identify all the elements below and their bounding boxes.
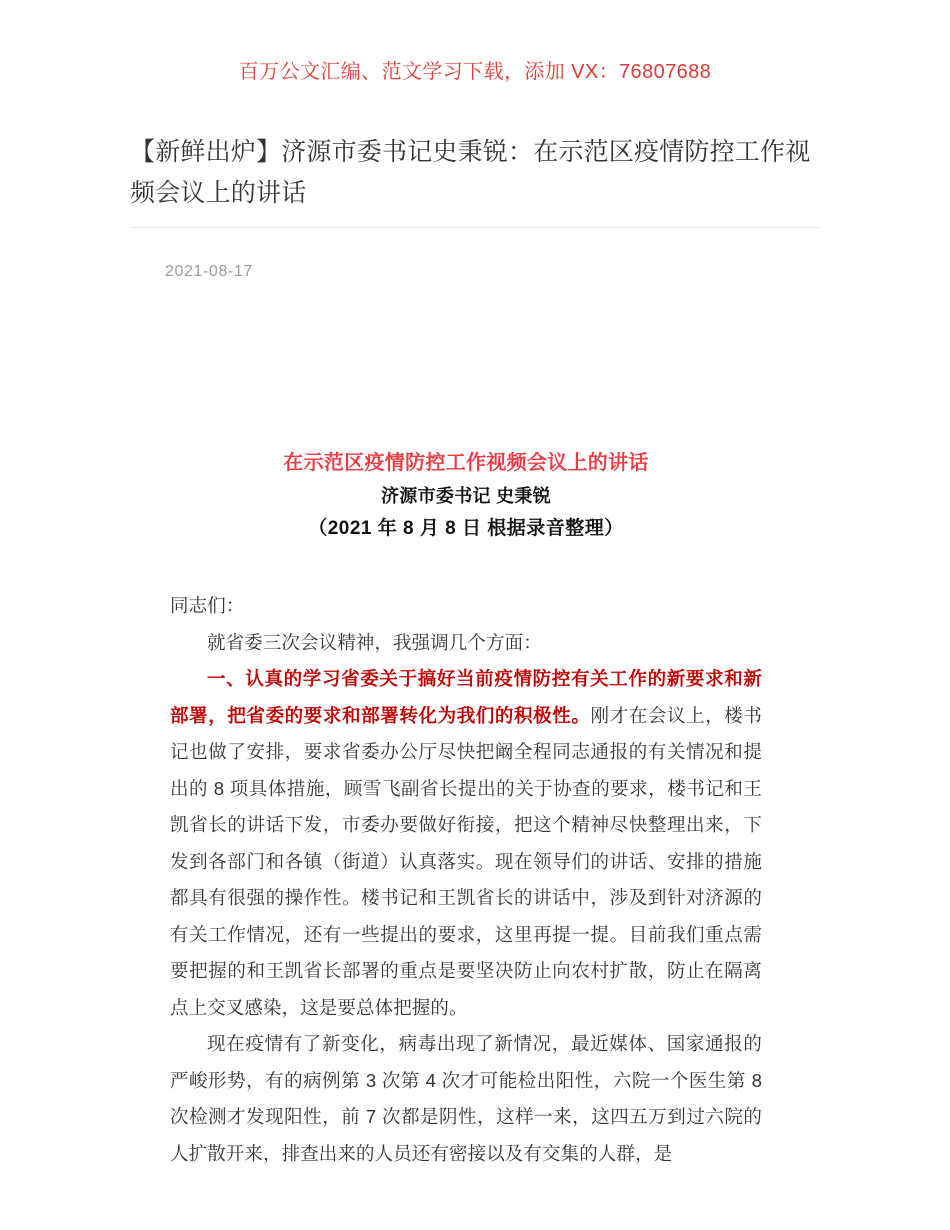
salutation: 同志们： — [170, 595, 245, 616]
speech-author: 济源市委书记 史秉锐 — [381, 486, 551, 506]
document-content — [170, 448, 762, 1172]
speech-title: 在示范区疫情防控工作视频会议上的讲话 — [283, 452, 649, 474]
body-text: 就省委三次会议精神，我强调几个方面： — [207, 631, 542, 653]
paragraph — [170, 1026, 762, 1172]
paragraph-host — [170, 625, 762, 1173]
page-title: 【新鲜出炉】济源市委书记史秉锐：在示范区疫情防控工作视频会议上的讲话 — [130, 138, 811, 207]
speech-date-note: （2021 年 8 月 8 日 根据录音整理） — [308, 518, 624, 539]
body-text: 现在疫情有了新变化，病毒出现了新情况，最近媒体、国家通报的严峻形势，有的病例第 3 次第 4 次才可能检出阳性，六院一个医生第 8 次检测才发现阳性，前 7 次都是阴性，这样一来，这四五万到过六院的人扩散开来，排查出来的人员还有密接以及有交集的人群，是 — [170, 1033, 762, 1164]
body-text: 刚才在会议上，楼书记也做了安排，要求省委办公厅尽快把阚全程同志通报的有关情况和提出的 8 项具体措施，顾雪飞副省长提出的关于协查的要求，楼书记和王凯省长的讲话下发，市委办要做好衔接，把这个精神尽快整理出来，下发到各部门和各镇（街道）认真落实。现在领导们的讲话、安排的措施都具有很强的操作性。楼书记和王凯省长的讲话中，涉及到针对济源的有关工作情况，还有一些提出的要求，这里再提一提。目前我们重点需要把握的和王凯省长部署的重点是要坚决防止向农村扩散，防止在隔离点上交叉感染，这是要总体把握的。 — [170, 704, 763, 1018]
emphasis-text: 一、认真的学习省委关于搞好当前疫情防控有关工作的新要求和新部署，把省委的要求和部署转化为我们的积极性。 — [170, 668, 762, 726]
header-divider — [130, 227, 820, 228]
promo-banner-text: 百万公文汇编、范文学习下载，添加 VX：76807688 — [238, 61, 712, 83]
article-header — [130, 132, 820, 214]
paragraph — [170, 625, 762, 662]
article-date: 2021-08-17 — [165, 263, 253, 280]
body-paragraphs — [170, 588, 762, 1172]
paragraph — [170, 661, 762, 1026]
